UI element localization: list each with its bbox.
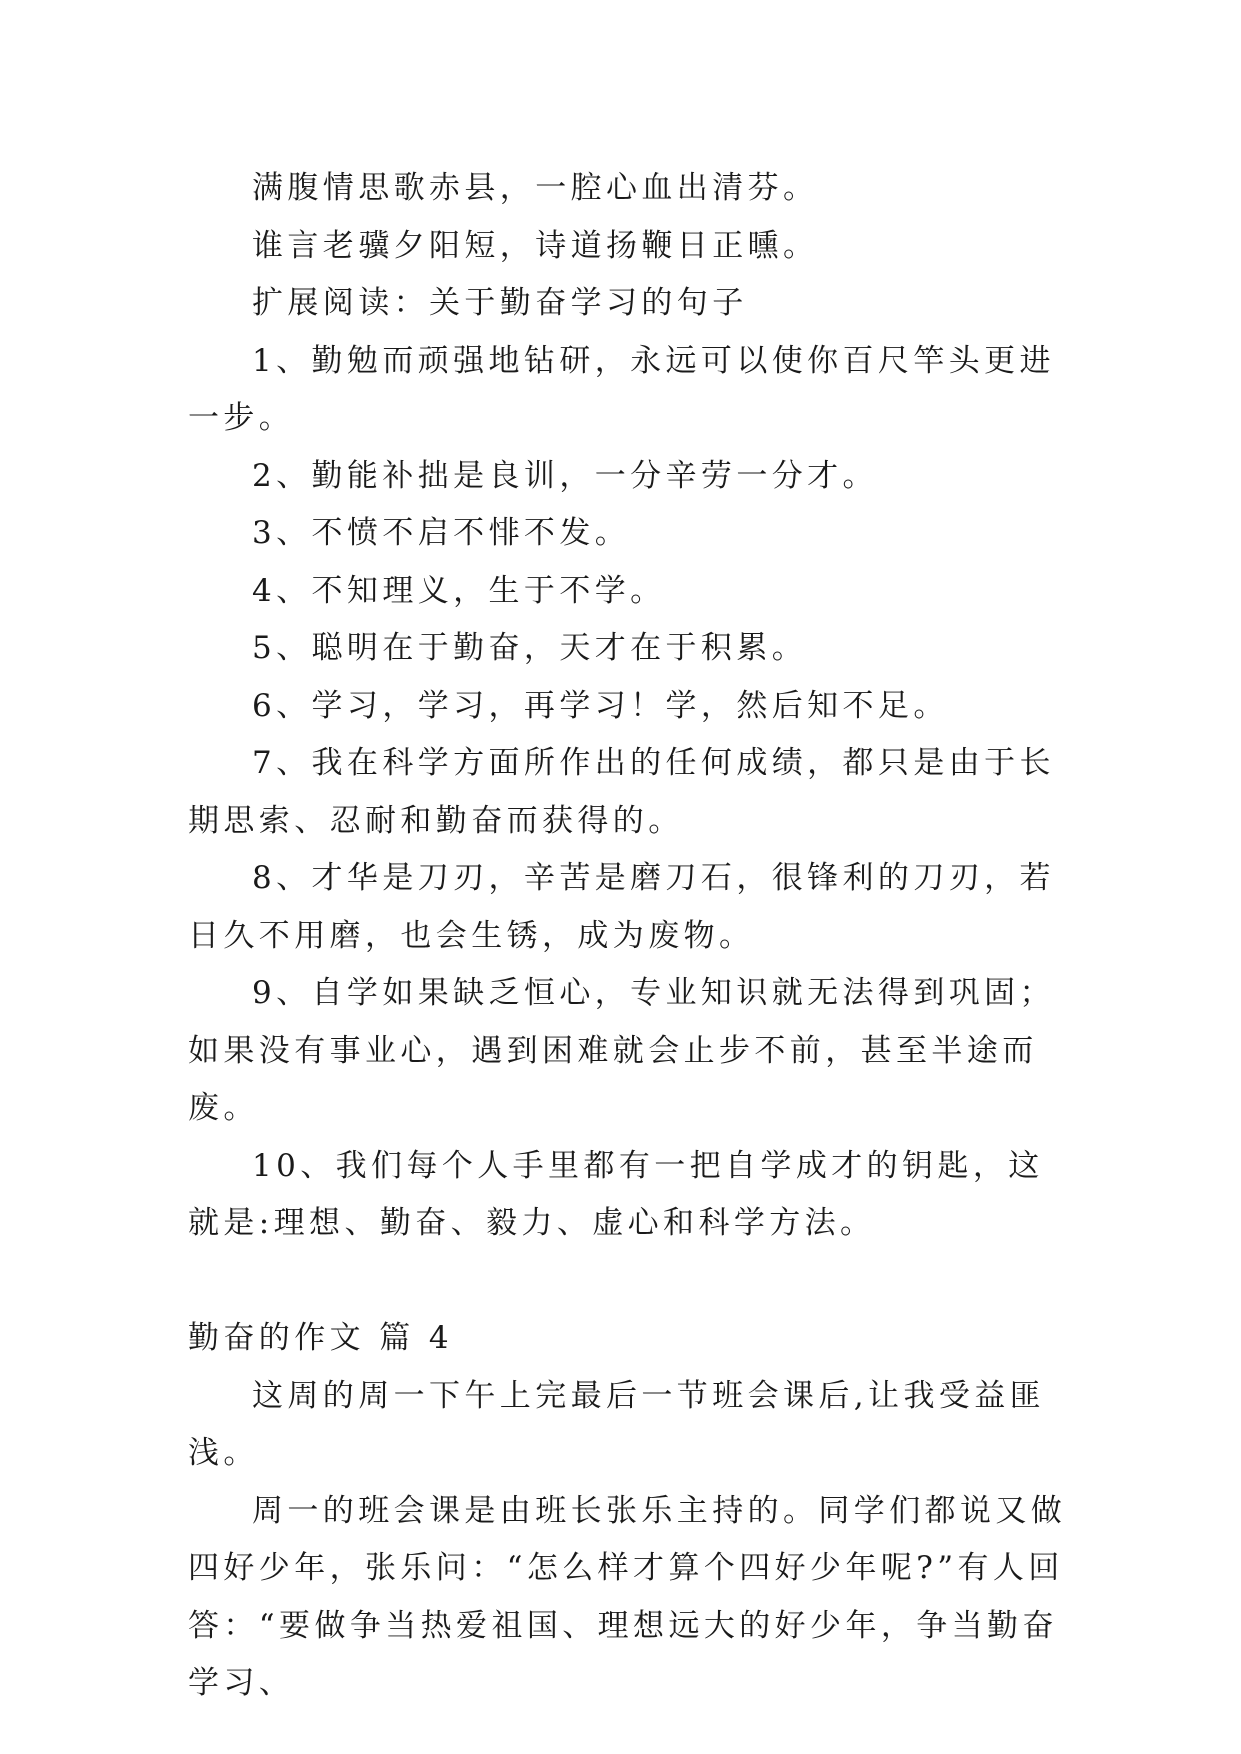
poem-line-1: 满腹情思歌赤县，一腔心血出清芬。 <box>252 170 819 206</box>
quote-item-7: 7、我在科学方面所作出的任何成绩，都只是由于长期思索、忍耐和勤奋而获得的。 <box>188 745 1055 839</box>
quote-item-2: 2、勤能补拙是良训，一分辛劳一分才。 <box>252 457 878 494</box>
quote-item-9: 9、自学如果缺乏恒心，专业知识就无法得到巩固；如果没有事业心，遇到困难就会止步不前，甚至半途而废。 <box>188 975 1055 1126</box>
quote-item-3: 3、不愤不启不悱不发。 <box>252 515 631 551</box>
section-spacer <box>188 1253 1068 1311</box>
section-heading: 勤奋的作文 篇 4 <box>188 1320 454 1356</box>
extended-reading-title: 扩展阅读：关于勤奋学习的句子 <box>252 285 748 321</box>
quote-item-1: 1、勤勉而顽强地钻研，永远可以使你百尺竿头更进一步。 <box>188 342 1055 436</box>
poem-line-2: 谁言老骥夕阳短，诗道扬鞭日正曛。 <box>252 227 819 264</box>
essay-paragraph-1: 这周的周一下午上完最后一节班会课后,让我受益匪浅。 <box>188 1377 1046 1471</box>
quote-item-8: 8、才华是刀刃，辛苦是磨刀石，很锋利的刀刃，若日久不用磨，也会生锈，成为废物。 <box>188 860 1055 954</box>
quote-item-6: 6、学习，学习，再学习！学，然后知不足。 <box>252 687 949 724</box>
quote-item-10: 10、我们每个人手里都有一把自学成才的钥匙，这就是:理想、勤奋、毅力、虚心和科学方法。 <box>188 1147 1044 1241</box>
essay-paragraph-2: 周一的班会课是由班长张乐主持的。同学们都说又做四好少年，张乐问：“怎么样才算个四好少年呢?”有人回答：“要做争当热爱祖国、理想远大的好少年，争当勤奋学习、 <box>188 1492 1067 1701</box>
quote-item-5: 5、聪明在于勤奋，天才在于积累。 <box>252 630 808 666</box>
document-body <box>188 160 1068 1713</box>
quote-item-4: 4、不知理义，生于不学。 <box>252 572 666 609</box>
